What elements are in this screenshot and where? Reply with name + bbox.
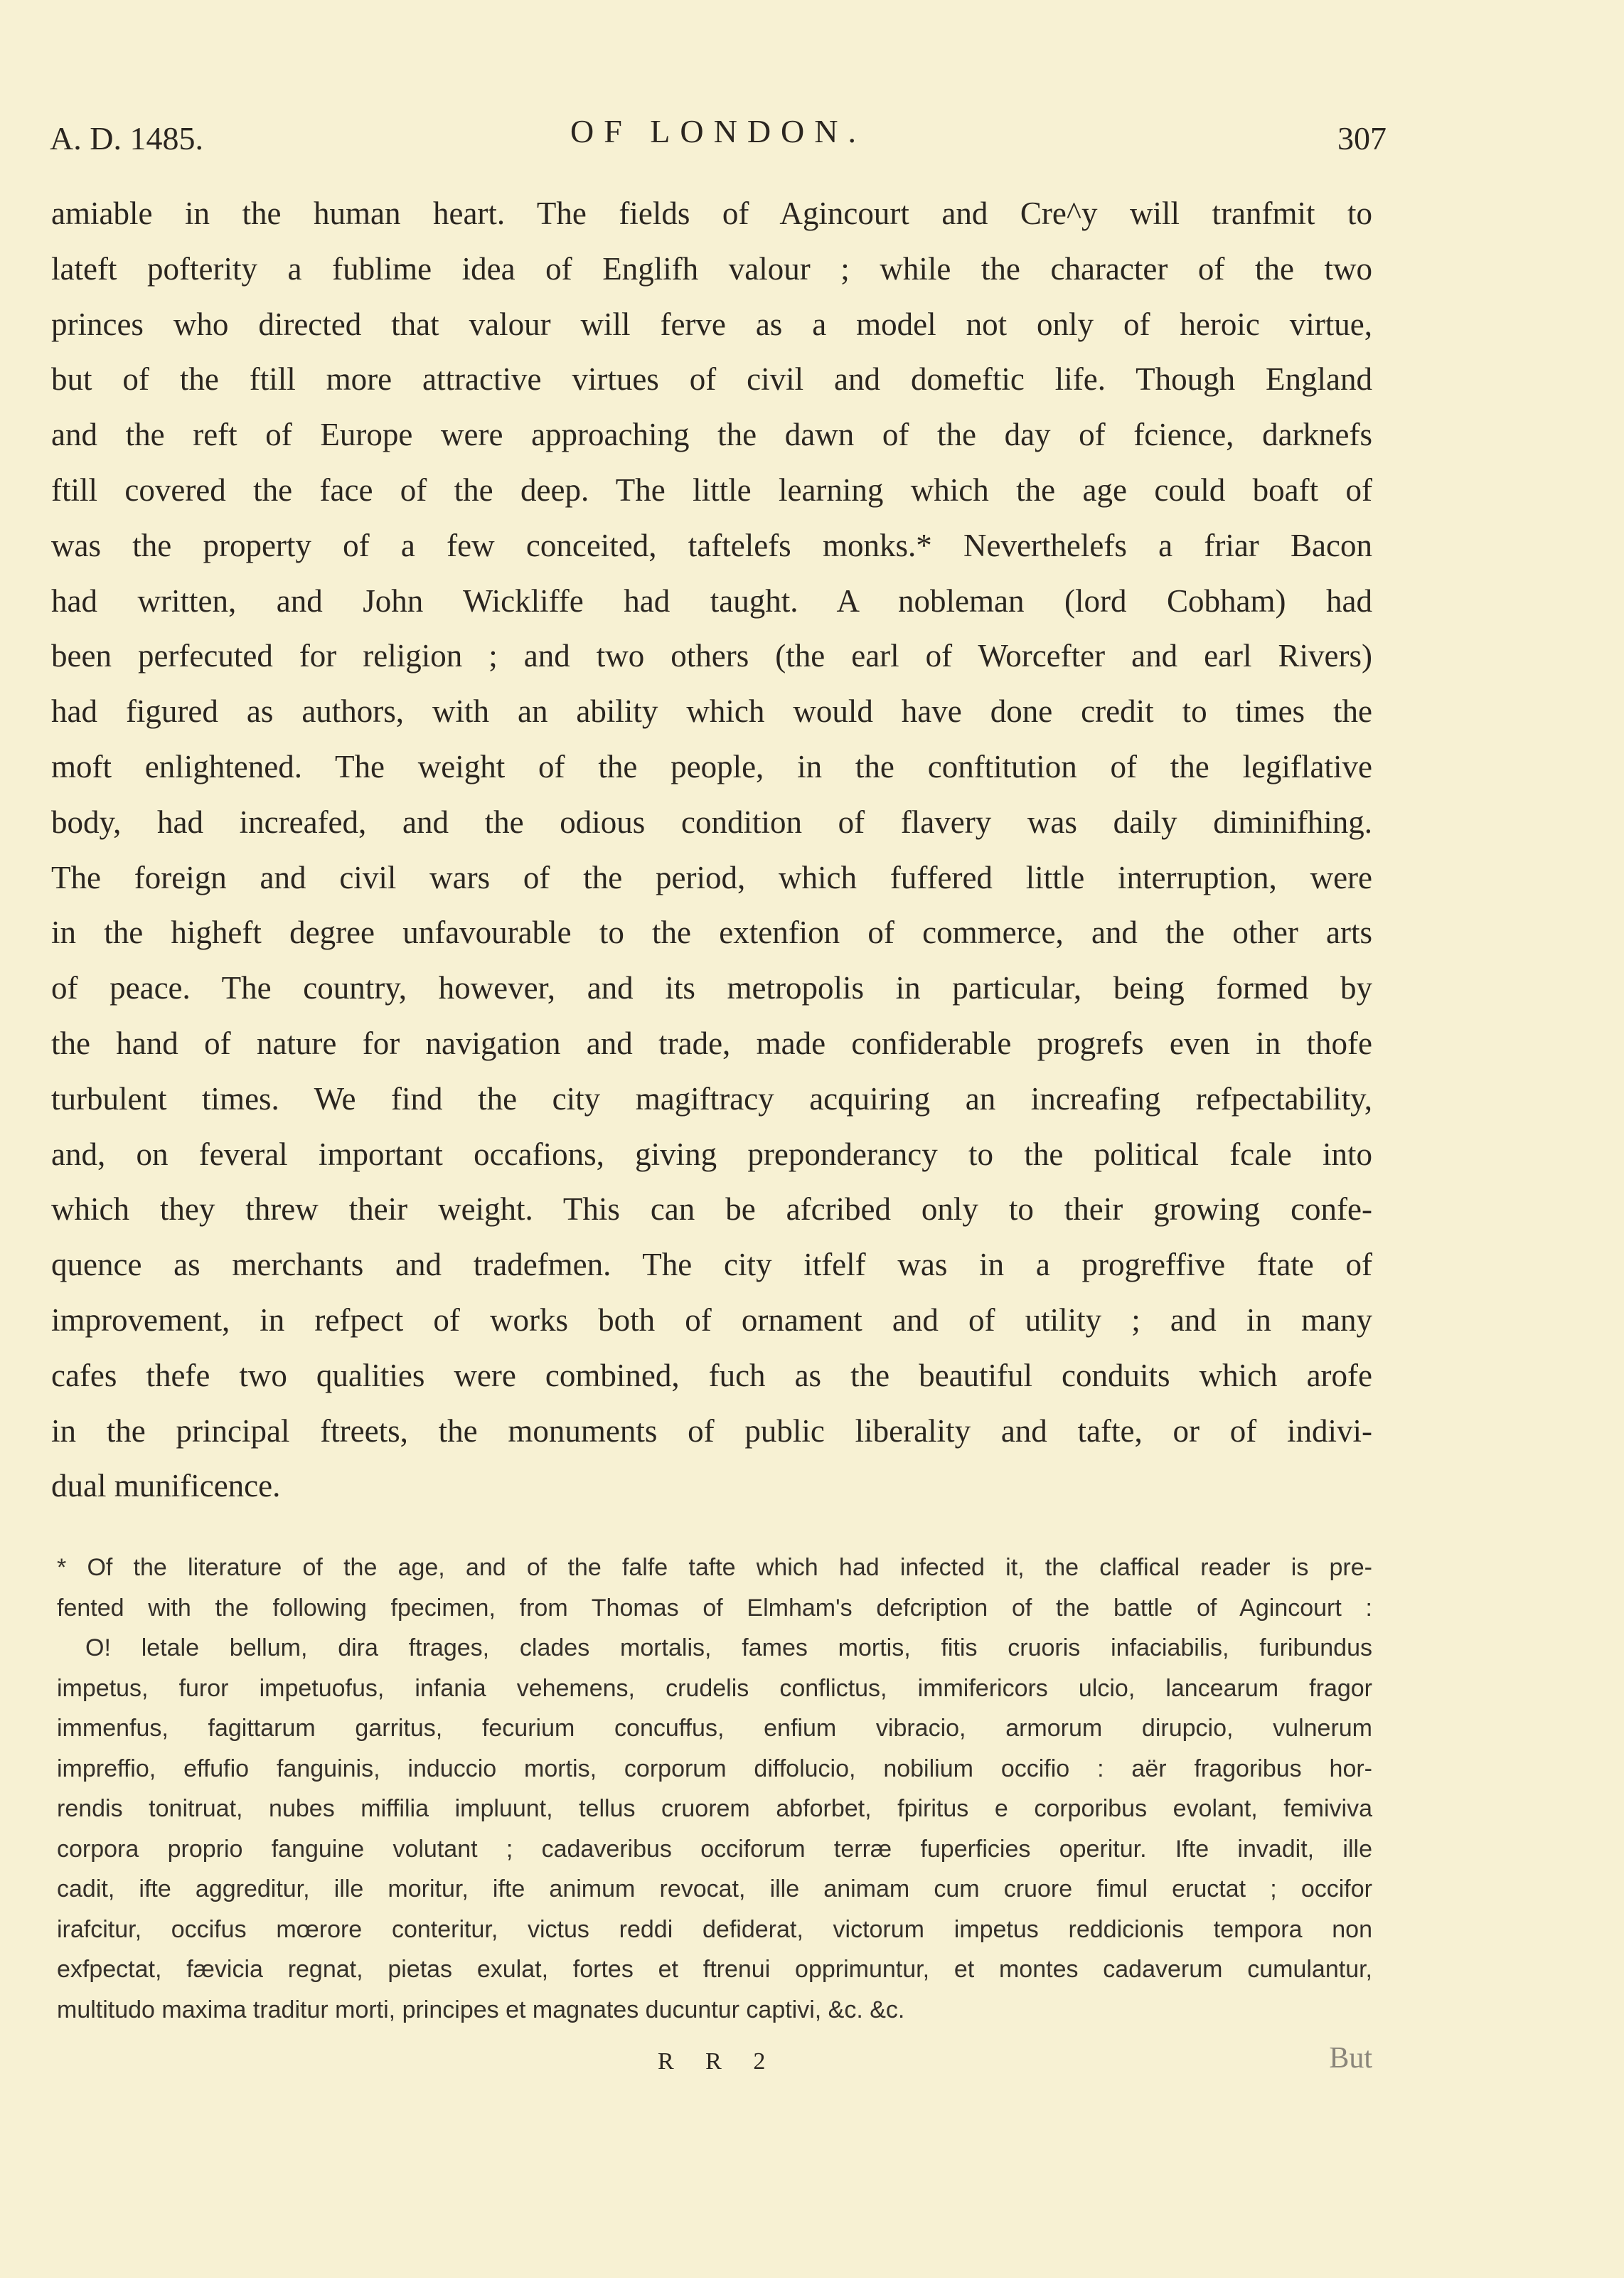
text-line: turbulent times. We find the city magiftracy acquiring an increafing refpectability, [51, 1080, 1372, 1117]
footnote-line: fented with the following fpecimen, from Thomas of Elmham's defcription of the battle of Agincourt : [57, 1594, 1372, 1622]
footnote-line: irafcitur, occifus mœrore conteritur, victus reddi defiderat, victorum impetus reddicionis tempora non [57, 1915, 1372, 1943]
footnote-line: impetus, furor impetuofus, infania vehemens, crudelis conflictus, immifericors ulcio, lancearum fragor [57, 1674, 1372, 1702]
text-line: lateft pofterity a fublime idea of Englifh valour ; while the character of the two [51, 250, 1372, 287]
footnote-line: impreffio, effufio fanguinis, induccio mortis, corporum diffolucio, nobilium occifio : aër fragoribus hor- [57, 1755, 1372, 1782]
page-footer [50, 2041, 1372, 2084]
footnote-line: immenfus, fagittarum garritus, fecurium concuffus, enfium vibracio, armorum dirupcio, vulnerum [57, 1715, 1372, 1742]
text-line: moft enlightened. The weight of the people, in the conftitution of the legiflative [51, 748, 1372, 784]
text-line: The foreign and civil wars of the period, which fuffered little interruption, were [51, 859, 1372, 895]
text-line: princes who directed that valour will ferve as a model not only of heroic virtue, [51, 306, 1372, 342]
text-line: been perfecuted for religion ; and two others (the earl of Worcefter and earl Rivers) [51, 638, 1372, 674]
header-year: A. D. 1485. [50, 120, 203, 156]
footnote-line: multitudo maxima traditur morti, principes et magnates ducuntur captivi, &c. &c. [57, 1996, 905, 2023]
text-line: of peace. The country, however, and its metropolis in particular, being formed by [51, 970, 1372, 1006]
text-line: had figured as authors, with an ability which would have done credit to times the [51, 693, 1372, 730]
running-header [50, 107, 1387, 156]
text-line: dual munificence. [51, 1468, 281, 1504]
text-line: and the reft of Europe were approaching the dawn of the day of fcience, darknefs [51, 417, 1372, 453]
footnote-line: cadit, ifte aggreditur, ille moritur, ifte animum revocat, ille animam cum cruore fimul eructat ; occifor [57, 1875, 1372, 1902]
text-line: in the higheft degree unfavourable to the extenfion of commerce, and the other arts [51, 915, 1372, 951]
text-line: in the principal ftreets, the monuments of public liberality and tafte, or of indivi- [51, 1412, 1372, 1449]
text-line: cafes thefe two qualities were combined, fuch as the beautiful conduits which arofe [51, 1357, 1372, 1393]
text-line: body, had increafed, and the odious condition of flavery was daily diminifhing. [51, 804, 1372, 840]
text-line: had written, and John Wickliffe had taught. A nobleman (lord Cobham) had [51, 582, 1372, 619]
footnote-line: exfpectat, fævicia regnat, pietas exulat, fortes et ftrenui opprimuntur, et montes cadaverum cumulantur, [57, 1956, 1372, 1983]
footnote-line: rendis tonitruat, nubes miffilia impluunt, tellus cruorem abforbet, fpiritus e corporibus evolant, femiviva [57, 1795, 1372, 1822]
footnote-line: corpora proprio fanguine volutant ; cadaveribus occiforum terræ fuperficies operitur. Ifte invadit, ille [57, 1835, 1372, 1863]
text-line: was the property of a few conceited, taftelefs monks.* Neverthelefs a friar Bacon [51, 527, 1372, 563]
text-line: and, on feveral important occafions, giving preponderancy to the political fcale into [51, 1136, 1372, 1172]
footnote-line: O! letale bellum, dira ftrages, clades mortalis, fames mortis, fitis cruoris infaciabilis, furibundus [85, 1634, 1372, 1661]
text-line: improvement, in refpect of works both of ornament and of utility ; and in many [51, 1302, 1372, 1338]
catchword: But [1329, 2042, 1372, 2075]
footnote [57, 1548, 1372, 2030]
signature-mark: R R 2 [658, 2048, 779, 2075]
page-number: 307 [1337, 120, 1387, 156]
text-line: the hand of nature for navigation and trade, made confiderable progrefs even in thofe [51, 1025, 1372, 1061]
text-line: which they threw their weight. This can be afcribed only to their growing confe- [51, 1191, 1372, 1228]
text-line: but of the ftill more attractive virtues of civil and domeftic life. Though England [51, 361, 1372, 398]
text-line: amiable in the human heart. The fields of Agincourt and Cre^y will tranfmit to [51, 196, 1372, 231]
body-text [51, 186, 1372, 1514]
footnote-line: * Of the literature of the age, and of the falfe tafte which had infected it, the claffical reader is pre- [57, 1554, 1372, 1581]
text-line: quence as merchants and tradefmen. The city itfelf was in a progreffive ftate of [51, 1247, 1372, 1283]
text-line: ftill covered the face of the deep. The little learning which the age could boaft of [51, 472, 1372, 508]
header-title: OF LONDON. [570, 113, 866, 149]
